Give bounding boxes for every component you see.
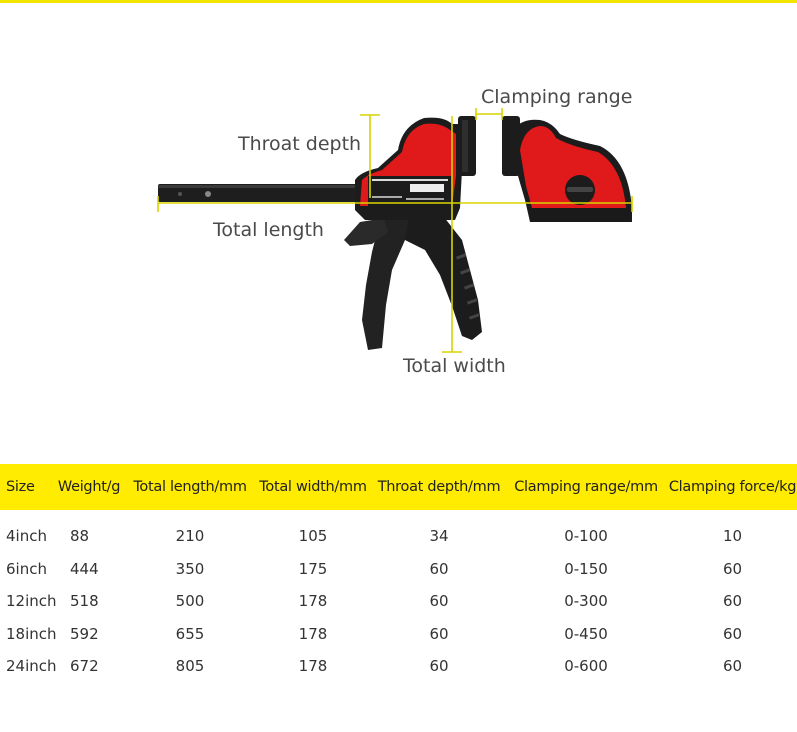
cell-total-width: 178 [298, 657, 328, 676]
cell-clamping-force: 60 [722, 592, 743, 611]
cell-total-width: 175 [298, 559, 328, 578]
header-weight: Weight/g [57, 479, 121, 495]
cell-throat-depth: 60 [429, 592, 449, 611]
cell-size: 24inch [6, 657, 57, 676]
cell-throat-depth: 60 [429, 559, 449, 578]
table-header-row [0, 464, 797, 510]
total-width-label: Total width [403, 355, 506, 377]
cell-clamping-range: 0-150 [564, 559, 608, 578]
cell-clamping-force: 60 [722, 624, 743, 643]
cell-total-width: 178 [298, 592, 328, 611]
cell-size: 12inch [6, 592, 57, 611]
cell-size: 4inch [6, 527, 47, 546]
header-throat-depth: Throat depth/mm [377, 479, 501, 495]
cell-total-length: 350 [175, 559, 205, 578]
cell-throat-depth: 60 [429, 624, 449, 643]
cell-weight: 88 [70, 527, 90, 546]
cell-total-width: 178 [298, 624, 328, 643]
header-total-width: Total width/mm [259, 479, 367, 495]
cell-total-length: 500 [175, 592, 205, 611]
cell-weight: 444 [70, 559, 99, 578]
table-row [0, 510, 797, 553]
table-row [0, 618, 797, 651]
cell-throat-depth: 60 [429, 657, 449, 676]
cell-clamping-range: 0-600 [564, 657, 608, 676]
table-row [0, 650, 797, 683]
cell-clamping-range: 0-300 [564, 592, 608, 611]
cell-throat-depth: 34 [429, 527, 449, 546]
cell-clamping-range: 0-450 [564, 624, 608, 643]
table-row [0, 553, 797, 586]
cell-weight: 672 [70, 657, 99, 676]
cell-clamping-range: 0-100 [564, 527, 608, 546]
table-row [0, 585, 797, 618]
cell-weight: 518 [70, 592, 99, 611]
cell-size: 6inch [6, 559, 47, 578]
cell-total-width: 105 [298, 527, 328, 546]
clamping-range-label: Clamping range [481, 86, 633, 108]
clamp-handle [398, 212, 482, 340]
cell-clamping-force: 60 [722, 657, 743, 676]
header-size: Size [6, 479, 35, 495]
total-length-label: Total length [213, 219, 324, 241]
spec-table [0, 464, 797, 683]
cell-size: 18inch [6, 624, 57, 643]
header-total-length: Total length/mm [133, 479, 247, 495]
cell-total-length: 805 [175, 657, 205, 676]
header-clamping-range: Clamping range/mm [514, 479, 658, 495]
cell-weight: 592 [70, 624, 99, 643]
cell-clamping-force: 60 [722, 559, 743, 578]
cell-total-length: 210 [175, 527, 205, 546]
throat-depth-label: Throat depth [238, 133, 362, 155]
cell-clamping-force: 10 [722, 527, 743, 546]
cell-total-length: 655 [175, 624, 205, 643]
header-clamping-force: Clamping force/kg [668, 479, 797, 495]
